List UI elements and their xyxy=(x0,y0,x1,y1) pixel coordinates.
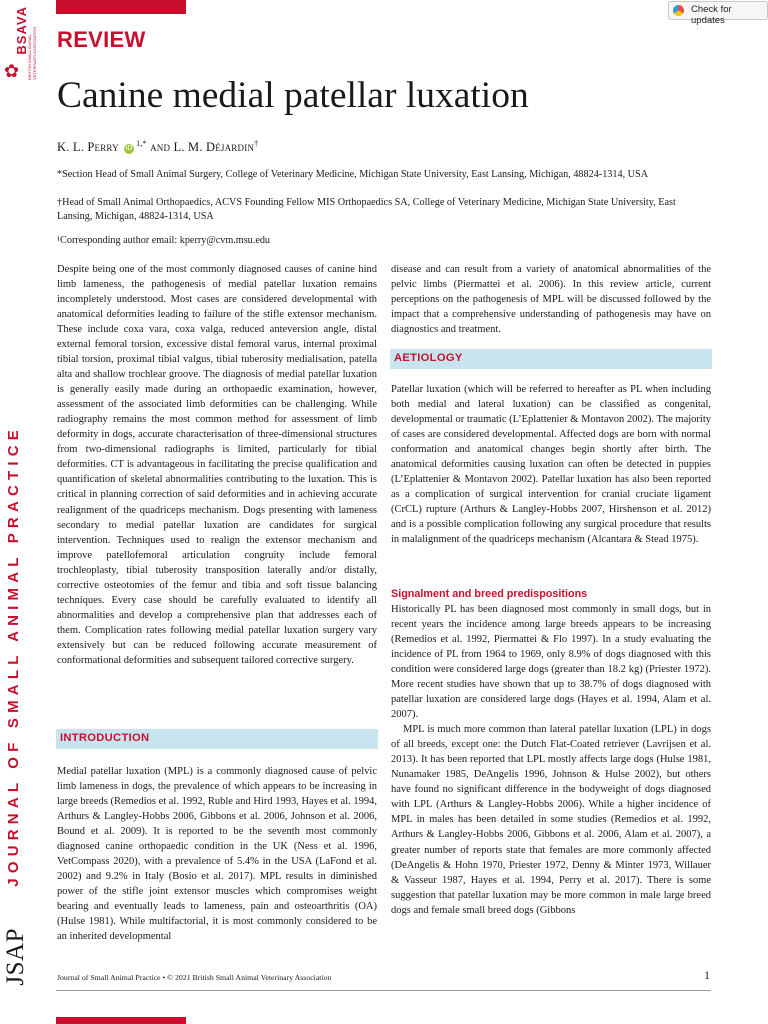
section-introduction-title: INTRODUCTION xyxy=(60,732,150,744)
bottom-accent-bar xyxy=(56,1017,186,1024)
page-number: 1 xyxy=(704,968,710,982)
abstract xyxy=(57,262,377,668)
aetiology-text: Patellar luxation (which will be referred to hereafter as PL when including both medial and lateral luxation) can be classified as congenital, developmental or traumatic (L’Eplattenier & Montavon 2002). The majority of cases are considered developmental. Affected dogs are born with normal conformation and anatomical changes begin shortly after birth. The anatomical deformities causing luxation can often be detected in puppies (L’Eplattenier & Montavon 2002). Patellar luxation has also been reported as a complication of surgical intervention for cranial cruciate ligament (CrCL) rupture (Arthurs & Langley-Hobbs 2007, Hirshenson et al. 2012) and is a possible complication following any surgical procedure that results in malalignment of the quadriceps mechanism (Alcantara & Stead 1975). xyxy=(391,384,711,546)
aetiology-body xyxy=(391,382,711,547)
author-2-mark: † xyxy=(254,139,259,148)
signalment-text-1: Historically PL has been diagnosed most commonly in small dogs, but in recent years the incidence among large breeds appears to be increasing (Remedios et al. 1992, Piermattei & Flo 1997). In a study evaluating the incidence of PL from 1964 to 1969, only 8.9% of dogs diagnosed with this condition were considered large dogs (greater than 18.2 kg) (Priester 1972). More recent studies have shown that up to 38.7% of dogs diagnosed with patellar luxation are considered large dogs (Hayes et al. 1994, Alam et al. 2007). xyxy=(391,604,711,721)
bsava-wordmark: BSAVA xyxy=(14,6,29,55)
bsava-logo xyxy=(2,6,37,96)
author-1-marks: 1,* xyxy=(136,139,147,148)
corresponding-author: ¹Corresponding author email: kperry@cvm.msu.edu xyxy=(57,235,271,246)
section-introduction xyxy=(56,729,378,749)
author-1: K. L. Perry xyxy=(57,140,119,155)
orcid-icon[interactable]: iD xyxy=(125,145,133,153)
introduction-continued xyxy=(391,262,711,337)
section-aetiology-title: AETIOLOGY xyxy=(394,352,463,364)
bsava-emblem-icon: ✿ xyxy=(4,61,20,81)
article-title: Canine medial patellar luxation xyxy=(57,75,529,116)
footer-citation: Journal of Small Animal Practice • © 2021 British Small Animal Veterinary Association xyxy=(57,973,332,982)
introduction-body xyxy=(57,764,377,944)
author-line xyxy=(57,139,258,155)
introduction-text: Medial patellar luxation (MPL) is a commonly diagnosed cause of pelvic limb lameness in dogs, the prevalence of which appears to be increasing in large breeds (Remedios et al. 1992, Ruble and Hird 1993, Hayes et al. 1994, Arthurs & Langley-Hobbs 2006, Gibbons et al. 2006, Johnson et al. 2006, Bound et al. 2009). It is reported to be the seventh most commonly diagnosed canine orthopaedic condition in the UK (Ness et al. 1996, VetCompass 2020), with a prevalence of 5.4% in the USA (LaFond et al. 2002) and 9.2% in Italy (Bosio et al. 2017). MPL results in diminished power of the stifle joint extensor muscles which compromises weight bearing and eventually leads to lameness, pain and osteoarthritis (OA) (Hulse 1981). While multifactorial, it is most commonly considered to be an inherited developmental xyxy=(57,766,377,943)
abstract-text: Despite being one of the most commonly diagnosed causes of canine hind limb lameness, the pathogenesis of medial patellar luxation remains incompletely understood. Most cases are considered developmental with anatomical deformities leading to failure of the stifle extensor mechanism. These include coxa vara, coxa valga, reduced anteversion angle, distal external femoral torsion, excessive distal femoral varus, internal proximal tibial torsion, proximal tibial valgus, tibial tuberosity medialisation, patella alta and shallow trochlear groove. The diagnosis of medial patellar luxation is generally easily made during an orthopaedic examination, however, assessment of the associated limb deformities can be challenging. While radiography remains the most common method for assessment of limb deformity in dogs, accurate characterisation of three-dimensional structures from two-dimensional radiographs is limited, particularly for tibial deformities. CT is advantageous in facilitating the precise qualification and quantification of skeletal abnormalities contributing to the luxation. This is critical in planning correction of said deformities and in achieving accurate realignment of the quadriceps mechanism. Dogs presenting with lameness secondary to medial patellar luxation are candidates for surgical intervention. Techniques used to realign the extensor mechanism and improve patellofemoral articulation congruity include femoral trochleoplasty, tibial tuberosity transposition laterally and/or distally, corrective osteotomies of the femur and tibia and soft tissue balancing techniques. Every case should be carefully evaluated to identify all abnormalities and develop a comprehensive plan that addresses each of them. Complication rates following medial patellar luxation surgery vary extensively but can be reduced following accurate measurement of conformational deformities and subsequent tailored corrective surgery. xyxy=(57,264,377,666)
check-for-updates-button[interactable] xyxy=(668,1,768,26)
affiliation-1: *Section Head of Small Animal Surgery, College of Veterinary Medicine, Michigan State University, East Lansing, Michigan, 48824-1314, USA xyxy=(57,169,649,180)
jsap-logo: JSAP xyxy=(2,928,29,986)
section-aetiology xyxy=(390,349,712,369)
affiliation-2: †Head of Small Animal Orthopaedics, ACVS Founding Fellow MIS Orthopaedics SA, College of Veterinary Medicine, Michigan State University, East Lansing, Michigan, 48824-1314, USA xyxy=(57,197,676,222)
crossmark-icon xyxy=(673,5,684,16)
journal-name-vertical: JOURNAL OF SMALL ANIMAL PRACTICE xyxy=(5,425,22,887)
subsection-signalment-title: Signalment and breed predispositions xyxy=(391,588,588,600)
footer-divider xyxy=(56,990,711,991)
signalment-body xyxy=(391,602,711,918)
author-and: and xyxy=(150,140,171,155)
article-type-label: REVIEW xyxy=(57,27,146,52)
author-2: L. M. Déjardin xyxy=(173,140,255,155)
check-for-updates-label: Check for updates xyxy=(691,4,732,26)
signalment-text-2: MPL is much more common than lateral patellar luxation (LPL) in dogs of all breeds, except one: the Dutch Flat-Coated retriever (Lavrijsen et al. 2013). It has been reported that LPL mostly affects large dogs (Hulse 1981, Nunamaker 1985, DeAngelis 1996, Johnson & Hulse 2002), but others have found no significant difference in the bodyweight of dogs diagnosed with LPL (Arthurs & Langley-Hobbs 2006). While a higher incidence of MPL in males has been detailed in some studies (Remedios et al. 1992, Arthurs & Langley-Hobbs 2006, Gibbons et al. 2006, Alam et al. 2007), a greater number of reports state that females are more commonly affected (DeAngelis & Hohn 1970, Priester 1972, Denny & Minter 1973, Willauer & Vasseur 1987, Hayes et al. 1994, Perry et al. 2017). There is some suggestion that patellar luxation may be more common in male large breed dogs and female small breed dogs (Gibbons xyxy=(391,724,711,916)
top-accent-bar xyxy=(56,0,186,14)
bsava-subtitle: BRITISH SMALL ANIMAL VETERINARY ASSOCIATION xyxy=(27,26,37,80)
introduction-continued-text: disease and can result from a variety of anatomical abnormalities of the pelvic limbs (Piermattei et al. 2006). In this review article, current perceptions on the pathogenesis of MPL will be discussed followed by the impact that a comprehensive understanding of pathogenesis may have on diagnostics and treatment. xyxy=(391,264,711,336)
